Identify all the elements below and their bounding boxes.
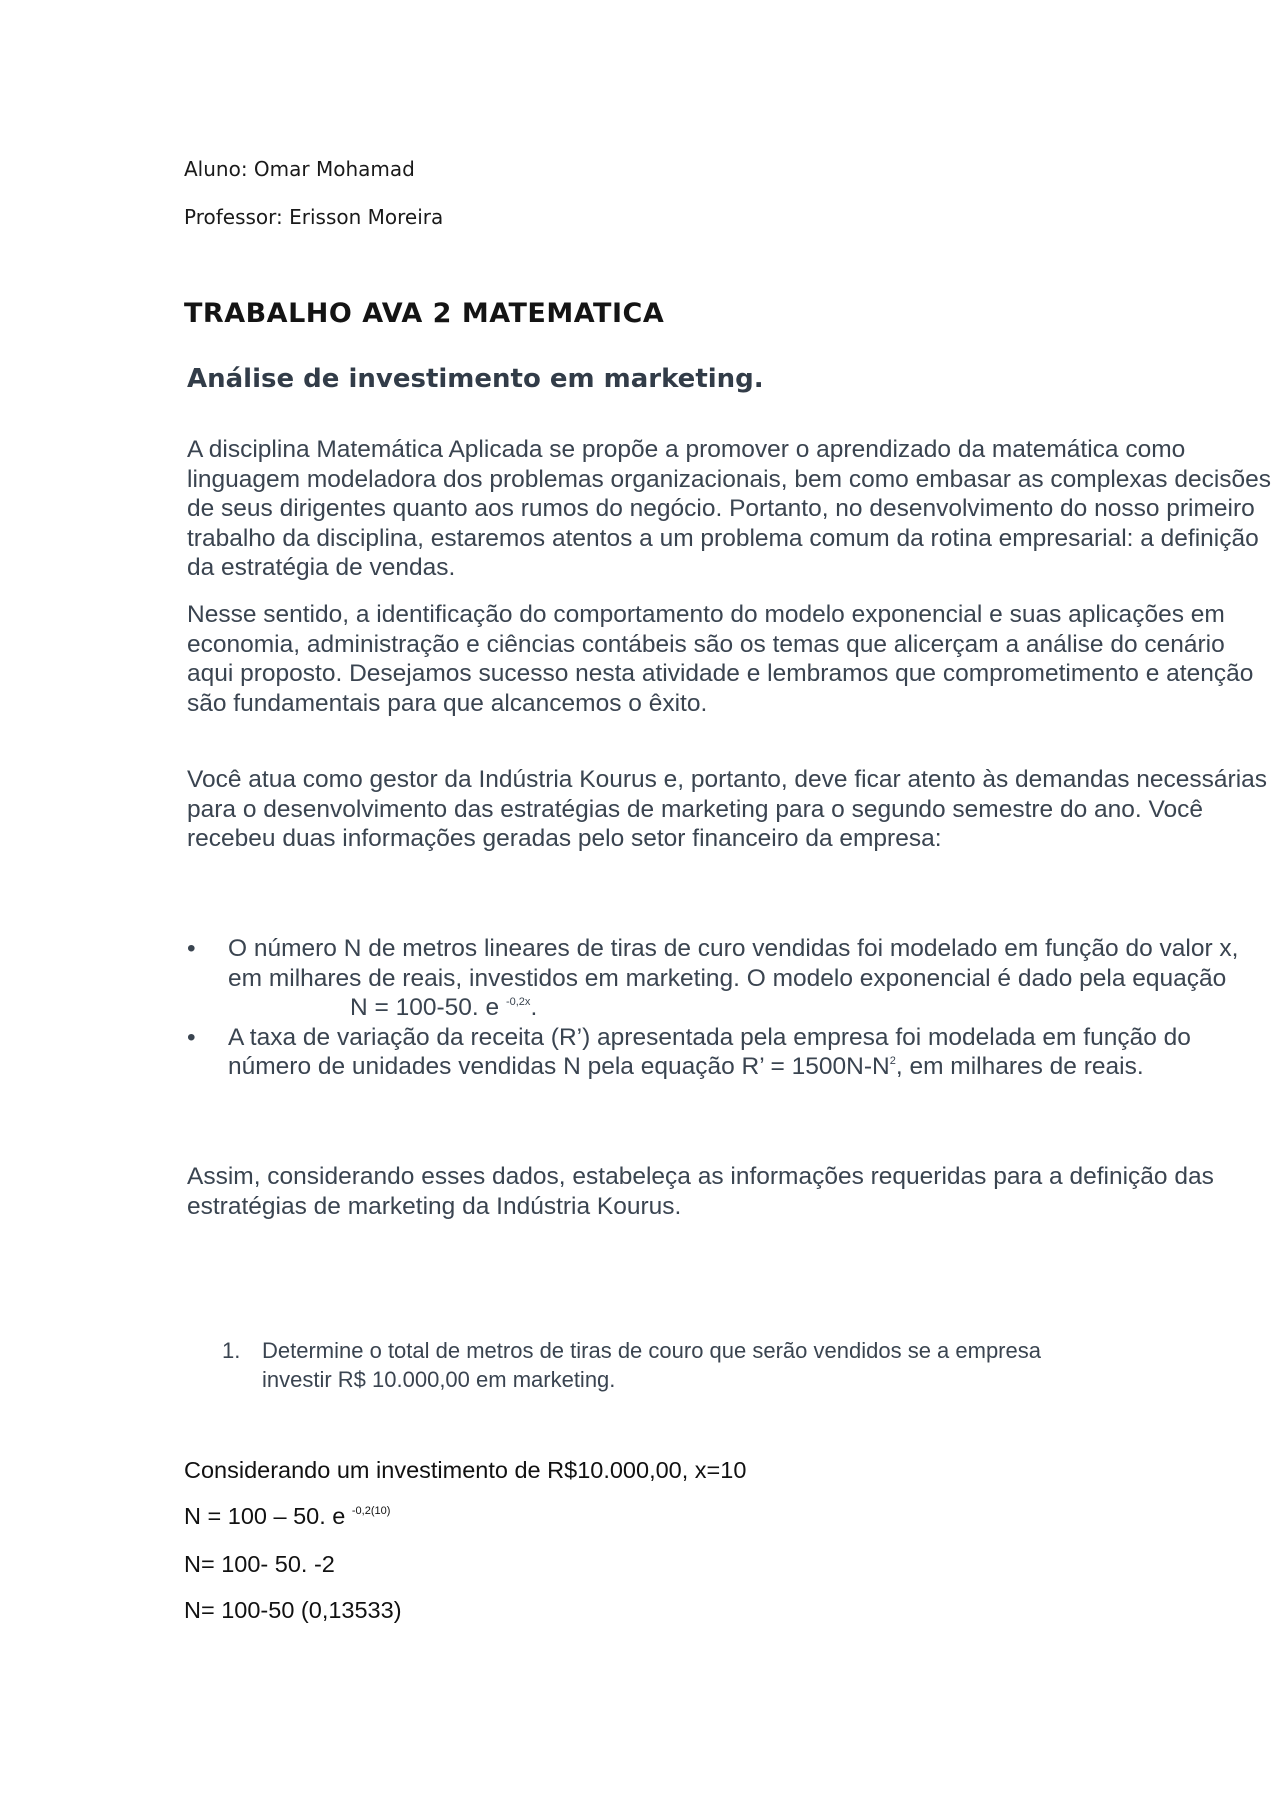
formula-n: N = 100-50. e bbox=[350, 994, 500, 1021]
question-text: Determine o total de metros de tiras de couro que serão vendidos se a empresa investir R$ 10.000,00 em marketing. bbox=[262, 1338, 1041, 1392]
calculation-formula: N = 100 – 50. e bbox=[184, 1503, 346, 1529]
formula-exponent: 2 bbox=[889, 1055, 896, 1067]
intro-paragraph-2: Nesse sentido, a identificação do comportamento do modelo exponencial e suas aplicações em economia, administração e ciências contábeis são os temas que alicerçam a análise do cenário aqui proposto. Desejamos sucesso nesta atividade e lembramos que comprometimento e atenção são fundamentais para que alcancemos o êxito. bbox=[187, 601, 1254, 717]
context-paragraph: Você atua como gestor da Indústria Kourus e, portanto, deve ficar atento às demandas necessárias para o desenvolvimento das estratégias de marketing para o segundo semestre do ano. Você recebeu duas informações geradas pelo setor financeiro da empresa: bbox=[187, 766, 1268, 852]
document-subtitle: Análise de investimento em marketing. bbox=[187, 364, 764, 394]
intro-paragraph-1: A disciplina Matemática Aplicada se propõe a promover o aprendizado da matemática como linguagem modeladora dos problemas organizacionais, bem como embasar as complexas decisões de seus dirigentes quanto aos rumos do negócio. Portanto, no desenvolvimento do nosso primeiro trabalho da disciplina, estaremos atentos a um problema comum da rotina empresarial: a definição da estratégia de vendas. bbox=[187, 436, 1272, 581]
document-title: TRABALHO AVA 2 MATEMATICA bbox=[184, 298, 665, 329]
bullet-text: O número N de metros lineares de tiras de curo vendidas foi modelado em função do valor x, em milhares de reais, investidos em marketing. O modelo exponencial é dado pela equação bbox=[228, 935, 1239, 992]
bullet-icon: • bbox=[187, 1023, 196, 1051]
question-item bbox=[222, 1336, 1042, 1394]
student-name: Aluno: Omar Mohamad bbox=[184, 157, 415, 181]
calculation-line-4: N= 100-50 (0,13533) bbox=[184, 1597, 402, 1623]
list-item bbox=[187, 934, 1272, 1023]
calculation-line-2 bbox=[184, 1503, 390, 1530]
calculation-line-3: N= 100- 50. -2 bbox=[184, 1551, 335, 1577]
question-number: 1. bbox=[222, 1338, 241, 1363]
formula-end: . bbox=[530, 994, 538, 1021]
bullet-text-end: , em milhares de reais. bbox=[895, 1053, 1144, 1080]
calculation-exponent: -0,2(10) bbox=[351, 1505, 391, 1517]
information-list bbox=[187, 934, 1272, 1082]
formula-exponent: -0,2x bbox=[505, 996, 531, 1008]
list-item bbox=[187, 1023, 1272, 1082]
calculation-line-1: Considerando um investimento de R$10.000,00, x=10 bbox=[184, 1457, 747, 1483]
bullet-text: A taxa de variação da receita (R’) apresentada pela empresa foi modelada em função do número de unidades vendidas N pela equação R’ = 1500N-N bbox=[228, 1023, 1191, 1080]
professor-name: Professor: Erisson Moreira bbox=[184, 205, 444, 229]
conclusion-paragraph: Assim, considerando esses dados, estabeleça as informações requeridas para a definição das estratégias de marketing da Indústria Kourus. bbox=[187, 1163, 1214, 1220]
bullet-icon: • bbox=[187, 935, 196, 962]
